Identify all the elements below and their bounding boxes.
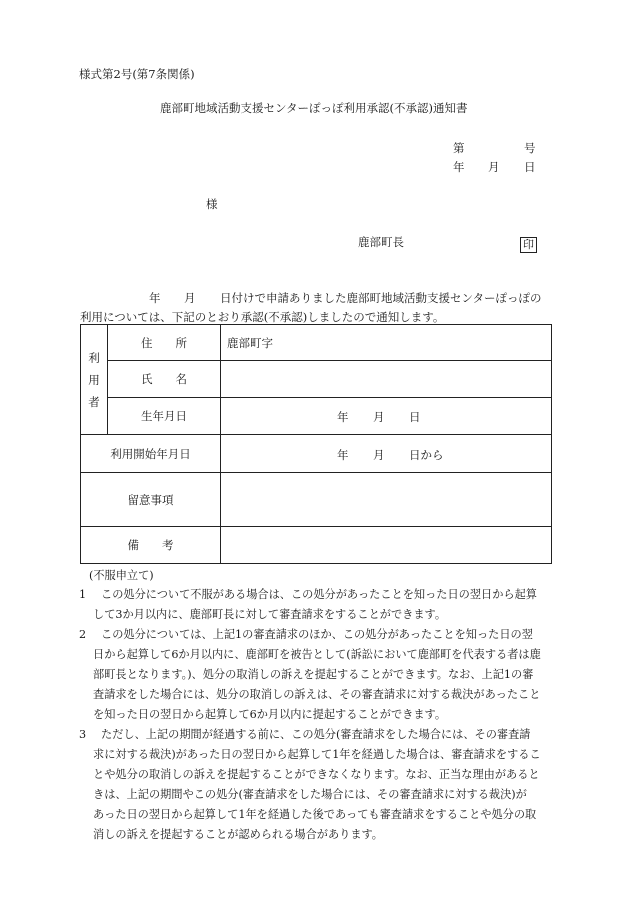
appeal-item-3 <box>79 725 559 845</box>
start-date-label: 利用開始年月日 <box>81 435 221 473</box>
appeal-item-line: きは、上記の期間やこの処分(審査請求をした場合には、その審査請求に対する裁決)が <box>93 788 527 801</box>
date-month-label: 月 <box>488 160 500 174</box>
intro-line2: 利用については、下記のとおり承認(不承認)しましたので通知します。 <box>80 310 445 324</box>
address-value: 鹿部町字 <box>221 325 552 361</box>
name-row <box>81 361 552 398</box>
document-title: 鹿部町地域活動支援センターぽっぽ利用承認(不承認)通知書 <box>160 101 468 115</box>
appeal-item-line: 求に対する裁決)があった日の翌日から起算して1年を経過した場合は、審査請求をするこ <box>93 748 541 761</box>
dob-value <box>221 398 552 435</box>
user-label-char-1: 利 <box>88 350 100 365</box>
remarks-label: 備 考 <box>81 527 221 564</box>
name-label: 氏 名 <box>108 361 221 398</box>
start-date-value <box>221 435 552 473</box>
name-value <box>221 361 552 398</box>
dob-day: 日 <box>409 410 421 424</box>
appeal-item-line: 査請求をした場合には、処分の取消しの訴えは、その審査請求に対する裁決があったこと <box>93 688 541 701</box>
remarks-row <box>81 527 552 564</box>
appeal-item-line: この処分について不服がある場合は、この処分があったことを知った日の翌日から起算 <box>101 588 537 601</box>
user-label-char-3: 者 <box>88 394 100 409</box>
appeal-item-line: あった日の翌日から起算して1年を経過した後であっても審査請求をすることや処分の取 <box>93 808 537 821</box>
appeal-item-number: 1 <box>79 588 87 601</box>
start-year: 年 <box>337 447 349 462</box>
start-month: 月 <box>373 447 385 462</box>
appeal-item-line: この処分については、上記1の審査請求のほか、この処分があったことを知った日の翌 <box>101 628 533 641</box>
seal-text: 印 <box>520 237 537 253</box>
appeal-item-number: 3 <box>79 728 87 741</box>
notes-row <box>81 473 552 527</box>
appeal-item-number: 2 <box>79 628 87 641</box>
issuer-name: 鹿部町長 <box>358 235 404 249</box>
appeal-item-line: 消しの訴えを提起することが認められる場合があります。 <box>93 828 383 841</box>
appeal-heading: (不服申立て) <box>89 569 154 582</box>
number-dai-label: 第 <box>453 141 465 155</box>
dob-label: 生年月日 <box>108 398 221 435</box>
user-label-char-2: 用 <box>88 372 100 387</box>
form-number: 様式第2号(第7条関係) <box>79 67 195 81</box>
remarks-value <box>221 527 552 564</box>
dob-year: 年 <box>337 410 349 424</box>
address-row <box>81 325 552 361</box>
appeal-item-line: 部町長となります。)、処分の取消しの訴えを提起することができます。なお、上記1の審 <box>93 668 534 681</box>
addressee-suffix: 様 <box>206 197 218 211</box>
appeal-item-line: 日から起算して6か月以内に、鹿部町を被告として(訴訟において鹿部町を代表する者は鹿 <box>93 648 541 661</box>
dob-month: 月 <box>373 410 385 424</box>
appeal-item-line: を知った日の翌日から起算して6か月以内に提起することができます。 <box>93 708 447 721</box>
user-info-table <box>80 324 552 564</box>
intro-line1-text: 日付けで申請ありました鹿部町地域活動支援センターぽっぽの <box>220 291 542 305</box>
notes-value <box>221 473 552 527</box>
intro-month: 月 <box>184 291 196 305</box>
appeal-item-line: とや処分の取消しの訴えを提起することができなくなります。なお、正当な理由があると <box>93 768 540 781</box>
address-label: 住 所 <box>108 325 221 361</box>
appeal-item-line: ただし、上記の期間が経過する前に、この処分(審査請求をした場合には、その審査請 <box>101 728 531 741</box>
appeal-list <box>79 585 559 845</box>
appeal-item-1 <box>79 585 559 625</box>
date-year-label: 年 <box>453 160 465 174</box>
number-go-label: 号 <box>524 141 536 155</box>
date-day-label: 日 <box>524 160 536 174</box>
start-day: 日から <box>409 447 444 462</box>
appeal-item-line: して3か月以内に、鹿部町長に対して審査請求をすることができます。 <box>93 608 447 621</box>
seal-mark <box>520 233 537 253</box>
notes-label: 留意事項 <box>81 473 221 527</box>
appeal-item-2 <box>79 625 559 725</box>
user-label-cell <box>81 325 108 435</box>
dob-row <box>81 398 552 435</box>
intro-year: 年 <box>149 291 161 305</box>
start-date-row <box>81 435 552 473</box>
